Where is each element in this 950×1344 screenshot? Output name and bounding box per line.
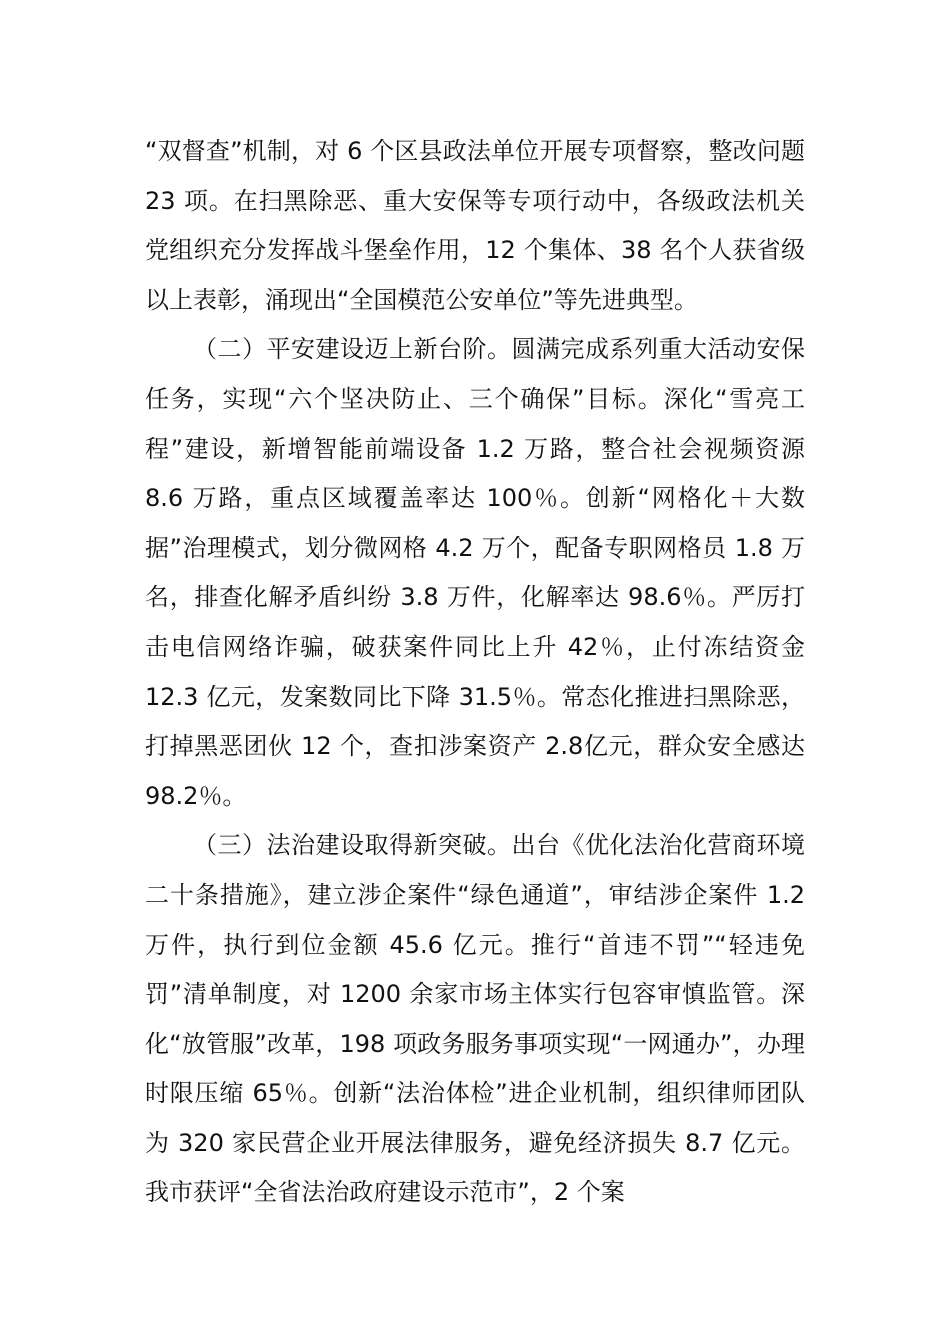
document-body xyxy=(145,127,805,1218)
paragraph-safety-construction: （二）平安建设迈上新台阶。圆满完成系列重大活动安保任务，实现“六个坚决防止、三个确保”目标。深化“雪亮工程”建设，新增智能前端设备 1.2 万路，整合社会视频资源 8.6 万路，重点区域覆盖率达 100％。创新“网格化＋大数据”治理模式，划分微网格 4.2 万个，配备专职网格员 1.8 万名，排查化解矛盾纠纷 3.8 万件，化解率达 98.6％。严厉打击电信网络诈骗，破获案件同比上升 42％，止付冻结资金 12.3 亿元，发案数同比下降 31.5％。常态化推进扫黑除恶，打掉黑恶团伙 12 个，查扣涉案资产 2.8亿元，群众安全感达 98.2％。 xyxy=(145,335,805,810)
paragraph-continuation: “双督查”机制，对 6 个区县政法单位开展专项督察，整改问题 23 项。在扫黑除恶、重大安保等专项行动中，各级政法机关党组织充分发挥战斗堡垒作用，12 个集体、38 名个人获省级以上表彰，涌现出“全国模范公安单位”等先进典型。 xyxy=(145,137,805,314)
paragraph-rule-of-law: （三）法治建设取得新突破。出台《优化法治化营商环境二十条措施》，建立涉企案件“绿色通道”，审结涉企案件 1.2 万件，执行到位金额 45.6 亿元。推行“首违不罚”“轻违免罚”清单制度，对 1200 余家市场主体实行包容审慎监管。深化“放管服”改革，198 项政务服务事项实现“一网通办”，办理时限压缩 65％。创新“法治体检”进企业机制，组织律师团队为 320 家民营企业开展法律服务，避免经济损失 8.7 亿元。我市获评“全省法治政府建设示范市”，2 个案 xyxy=(145,831,805,1207)
